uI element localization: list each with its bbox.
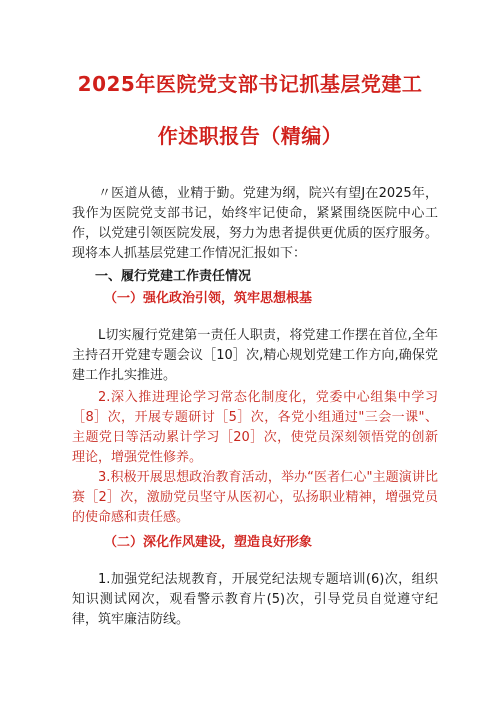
- subsection-heading-2: （二）深化作风建设，塑造良好形象: [104, 535, 313, 550]
- paragraph-item-2: 2.深入推进理论学习常态化制度化，党委中心组集中学习［8］次，开展专题研讨［5］次，各党小组通过"三会一课"、主题党日等活动累计学习［20］次，使党员深刻领悟党的创新理论，增强党性修养。: [72, 390, 438, 465]
- subsection-heading-1: （一）强化政治引领，筑牢思想根基: [104, 291, 313, 306]
- section-heading: 一、履行党建工作责任情况: [95, 269, 252, 284]
- document-title-line-2: 作述职报告（精编）: [157, 124, 343, 148]
- paragraph-item-4: 1.加强党纪法规教育，开展党纪法规专题培训(6)次，组织知识测试网次，观看警示教育片(5)次，引导党员自觉遵守纪律，筑牢廉洁防线。: [72, 572, 438, 627]
- intro-paragraph: 〃医道从德，业精于勤。党建为纲，院兴有望J在2025年，我作为医院党支部书记，始终牢记使命，紧紧围绕医院中心工作，以党建引领医院发展，努力为患者提供更优质的医疗服务。现将本人抓基层党建工作情况汇报如下：: [72, 186, 438, 261]
- document-title-line-1: 2025年医院党支部书记抓基层党建工: [77, 72, 423, 96]
- paragraph-item-3: 3.积极开展思想政治教育活动，举办“医者仁心"主题演讲比赛［2］次，激励党员坚守从医初心，弘扬职业精神，增强党员的使命感和责任感。: [72, 470, 438, 525]
- paragraph-item-1: L切实履行党建第一责任人职责，将党建工作摆在首位,全年主持召开党建专题会议［10］次,精心规划党建工作方向,确保党建工作扎实推进。: [72, 328, 438, 383]
